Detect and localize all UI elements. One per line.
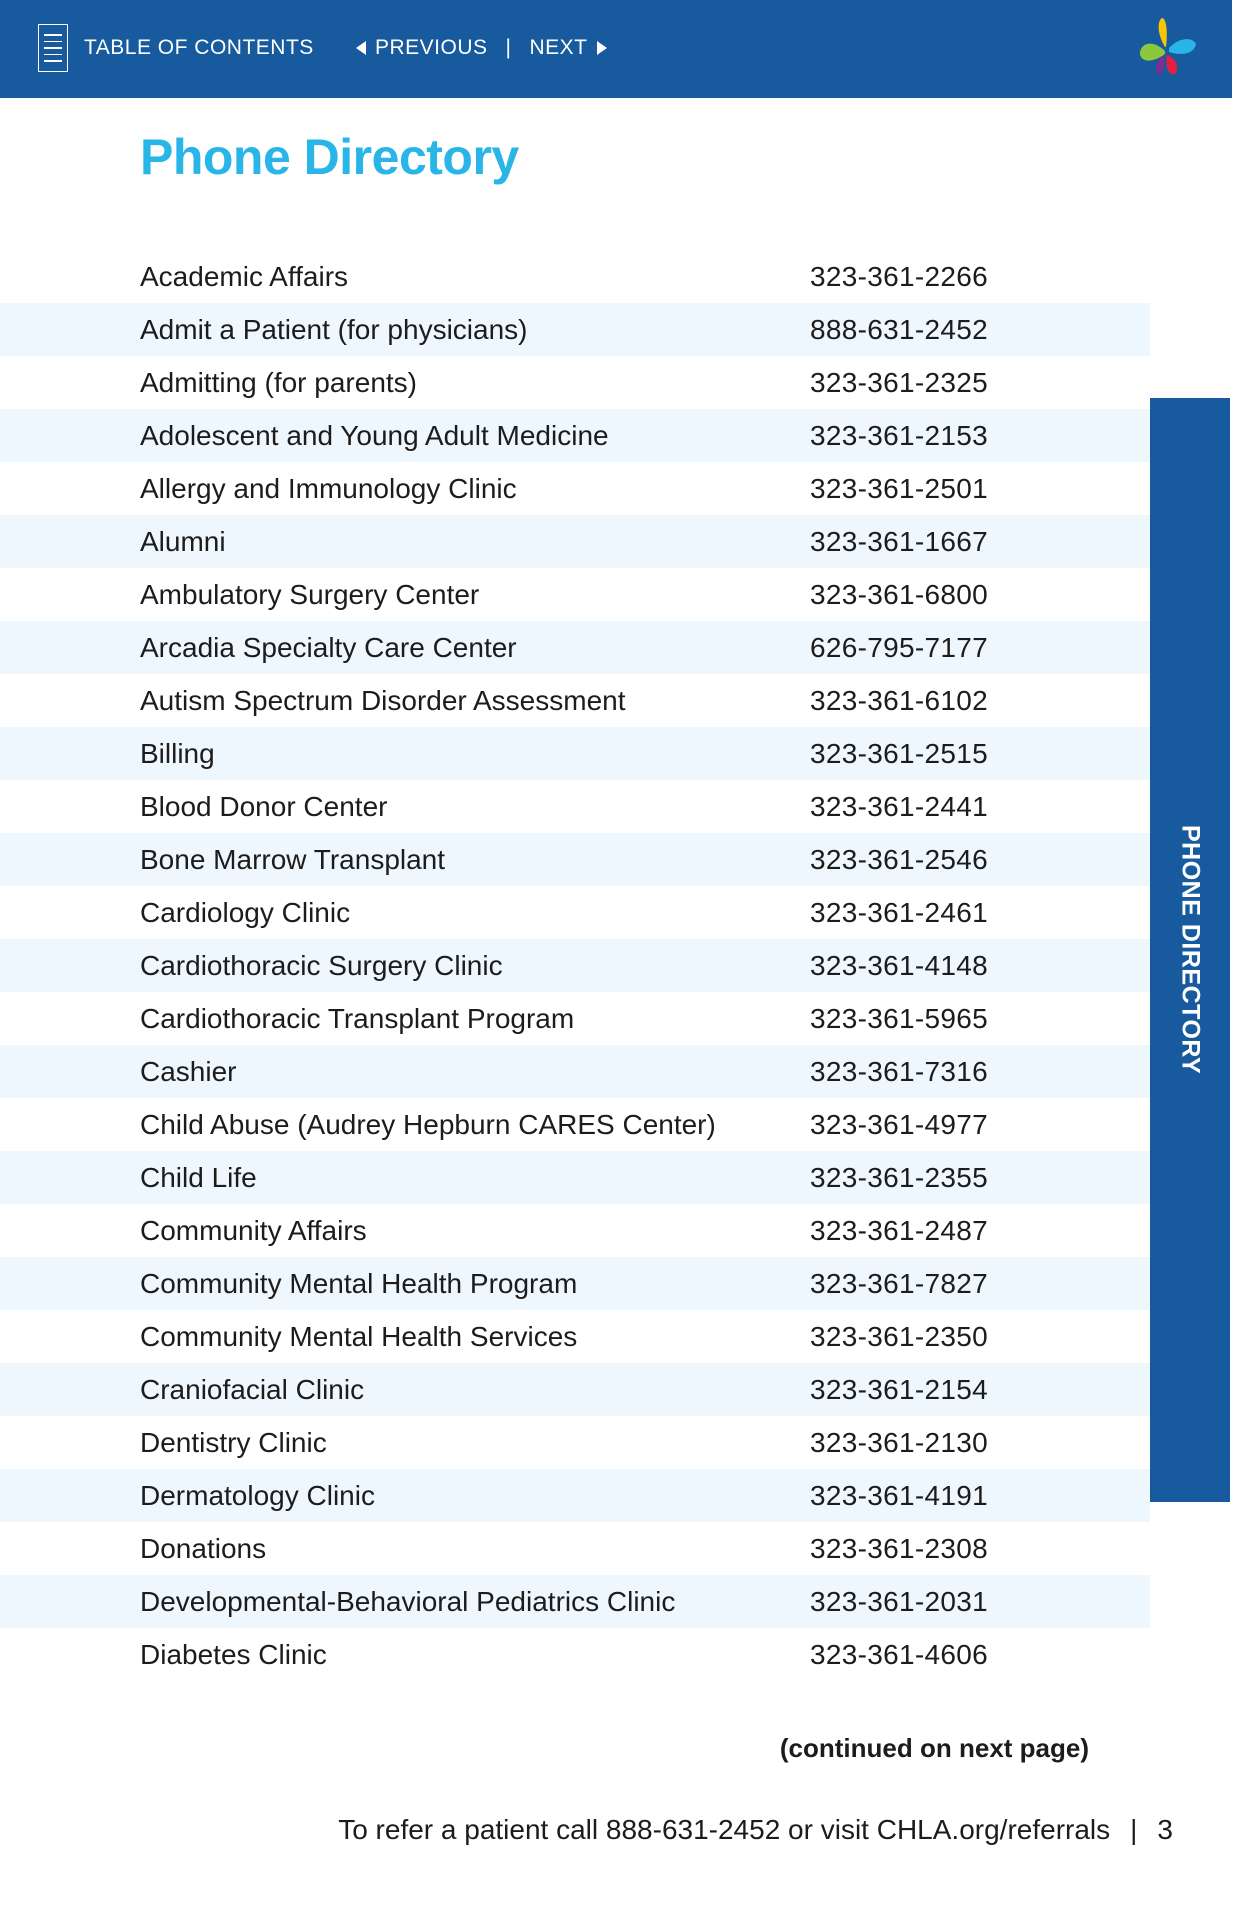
table-row (0, 515, 1150, 568)
previous-button[interactable] (356, 36, 488, 60)
phone-number: 323-361-2154 (810, 1373, 988, 1405)
table-row (0, 1416, 1150, 1469)
phone-number: 323-361-2515 (810, 737, 988, 769)
department-name: Cashier (140, 1055, 237, 1087)
department-name: Blood Donor Center (140, 790, 388, 822)
department-name: Community Mental Health Services (140, 1320, 578, 1352)
table-of-contents-label: TABLE OF CONTENTS (84, 36, 314, 59)
department-name: Cardiology Clinic (140, 896, 351, 928)
page-number: 3 (1157, 1814, 1173, 1845)
table-row (0, 1469, 1150, 1522)
phone-number: 323-361-4191 (810, 1479, 988, 1511)
page-title: Phone Directory (140, 129, 519, 185)
table-row (0, 1204, 1150, 1257)
table-row (0, 356, 1150, 409)
table-row (0, 1522, 1150, 1575)
continued-note: (continued on next page) (779, 1733, 1089, 1763)
phone-number: 323-361-2325 (810, 366, 988, 398)
previous-label: PREVIOUS (375, 36, 488, 59)
phone-number: 323-361-2355 (810, 1161, 988, 1193)
department-name: Cardiothoracic Transplant Program (140, 1002, 575, 1034)
next-arrow-icon (597, 41, 607, 55)
department-name: Cardiothoracic Surgery Clinic (140, 949, 503, 981)
section-side-tab-label: PHONE DIRECTORY (1176, 825, 1205, 1075)
department-name: Admitting (for parents) (140, 366, 417, 398)
table-of-contents-button[interactable] (38, 23, 314, 73)
department-name: Diabetes Clinic (140, 1638, 327, 1670)
previous-arrow-icon (356, 41, 366, 55)
phone-number: 323-361-7316 (810, 1055, 988, 1087)
table-row (0, 621, 1150, 674)
phone-number: 323-361-4148 (810, 949, 988, 981)
page-navigation (356, 36, 607, 60)
table-row (0, 833, 1150, 886)
butterfly-logo-icon (1132, 14, 1202, 84)
section-side-tab[interactable] (1150, 398, 1230, 1502)
phone-number: 323-361-2308 (810, 1532, 988, 1564)
department-name: Community Mental Health Program (140, 1267, 578, 1299)
phone-number: 323-361-2130 (810, 1426, 988, 1458)
table-row (0, 568, 1150, 621)
department-name: Dermatology Clinic (140, 1479, 375, 1511)
table-row (0, 1363, 1150, 1416)
department-name: Allergy and Immunology Clinic (140, 472, 517, 504)
table-row (0, 992, 1150, 1045)
phone-number: 323-361-2153 (810, 419, 988, 451)
next-button[interactable] (530, 36, 607, 60)
table-row (0, 1045, 1150, 1098)
department-name: Adolescent and Young Adult Medicine (140, 419, 609, 451)
phone-directory-list (0, 250, 1150, 1681)
table-row (0, 1098, 1150, 1151)
table-row (0, 303, 1150, 356)
phone-number: 888-631-2452 (810, 313, 988, 345)
department-name: Bone Marrow Transplant (140, 843, 446, 875)
department-name: Child Abuse (Audrey Hepburn CARES Center) (140, 1108, 716, 1140)
phone-number: 323-361-2266 (810, 260, 988, 292)
footer-referral-text: To refer a patient call 888-631-2452 or visit CHLA.org/referrals (338, 1814, 1111, 1845)
department-name: Arcadia Specialty Care Center (140, 631, 517, 663)
phone-number: 323-361-2546 (810, 843, 988, 875)
phone-number: 323-361-7827 (810, 1267, 988, 1299)
top-navigation-bar (0, 0, 1232, 98)
phone-number: 323-361-4606 (810, 1638, 988, 1670)
phone-number: 323-361-2441 (810, 790, 988, 822)
table-row (0, 250, 1150, 303)
page-footer (338, 1814, 1173, 1846)
department-name: Billing (140, 737, 215, 769)
department-name: Community Affairs (140, 1214, 367, 1246)
department-name: Dentistry Clinic (140, 1426, 327, 1458)
department-name: Alumni (140, 525, 226, 557)
phone-number: 323-361-6102 (810, 684, 988, 716)
table-row (0, 727, 1150, 780)
department-name: Admit a Patient (for physicians) (140, 313, 528, 345)
table-row (0, 462, 1150, 515)
phone-number: 323-361-2031 (810, 1585, 988, 1617)
department-name: Academic Affairs (140, 260, 349, 292)
department-name: Developmental-Behavioral Pediatrics Clinic (140, 1585, 676, 1617)
department-name: Autism Spectrum Disorder Assessment (140, 684, 626, 716)
phone-number: 626-795-7177 (810, 631, 988, 663)
document-list-icon (38, 24, 68, 72)
phone-number: 323-361-4977 (810, 1108, 988, 1140)
table-row (0, 780, 1150, 833)
table-row (0, 1151, 1150, 1204)
phone-number: 323-361-1667 (810, 525, 988, 557)
department-name: Craniofacial Clinic (140, 1373, 365, 1405)
table-row (0, 674, 1150, 727)
next-label: NEXT (529, 36, 588, 59)
phone-number: 323-361-6800 (810, 578, 988, 610)
phone-number: 323-361-2501 (810, 472, 988, 504)
table-row (0, 886, 1150, 939)
table-row (0, 939, 1150, 992)
department-name: Child Life (140, 1161, 257, 1193)
table-row (0, 1628, 1150, 1681)
phone-number: 323-361-2487 (810, 1214, 988, 1246)
department-name: Donations (140, 1532, 267, 1564)
table-row (0, 409, 1150, 462)
phone-number: 323-361-2461 (810, 896, 988, 928)
table-row (0, 1575, 1150, 1628)
footer-separator: | (1130, 1814, 1138, 1845)
phone-number: 323-361-5965 (810, 1002, 988, 1034)
table-row (0, 1257, 1150, 1310)
table-row (0, 1310, 1150, 1363)
phone-number: 323-361-2350 (810, 1320, 988, 1352)
department-name: Ambulatory Surgery Center (140, 578, 480, 610)
nav-separator: | (505, 36, 512, 59)
